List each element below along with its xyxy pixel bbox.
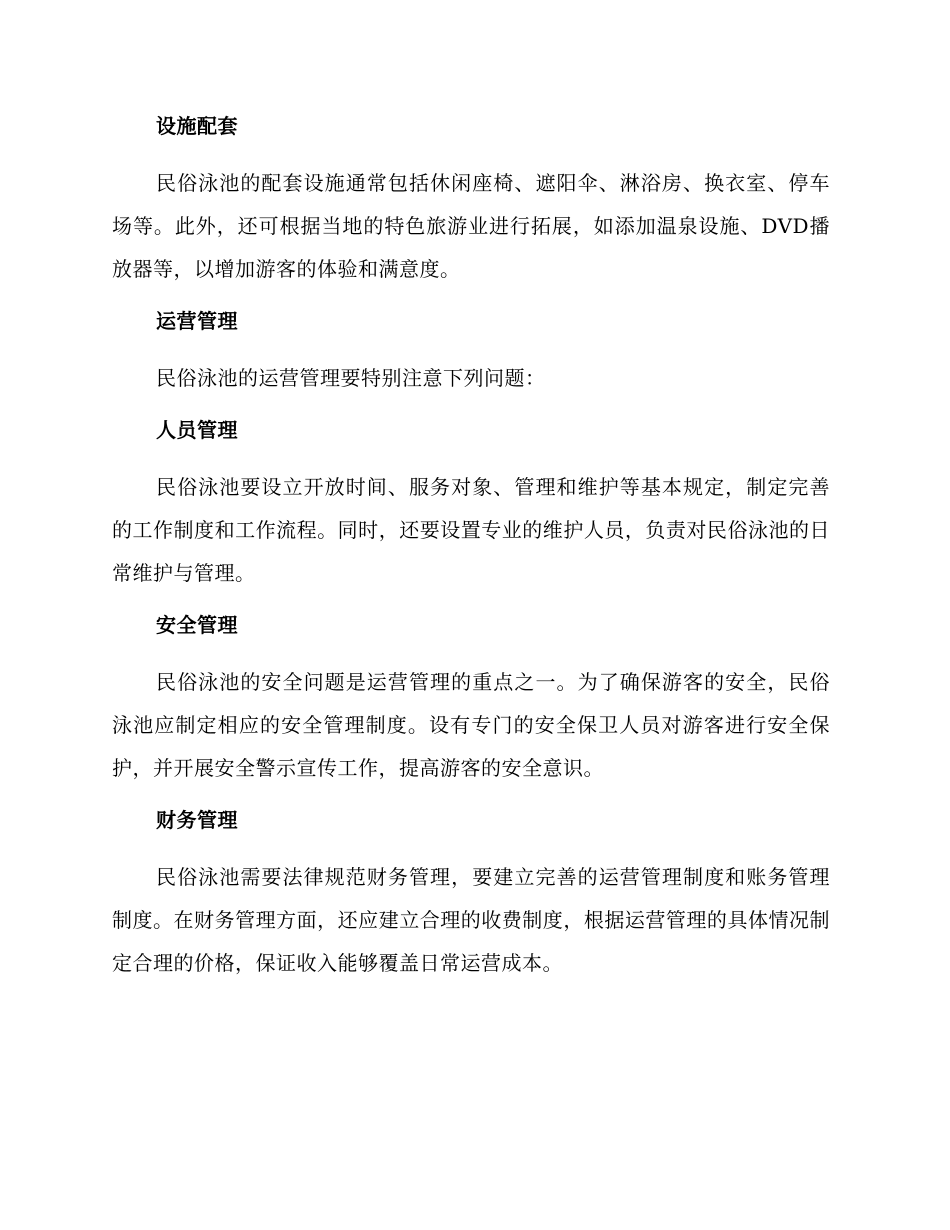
heading-facilities: 设施配套 <box>156 114 238 138</box>
paragraph-personnel: 民俗泳池要设立开放时间、服务对象、管理和维护等基本规定，制定完善的工作制度和工作流程。同时，还要设置专业的维护人员，负责对民俗泳池的日常维护与管理。 <box>112 475 830 585</box>
paragraph-safety: 民俗泳池的安全问题是运营管理的重点之一。为了确保游客的安全，民俗泳池应制定相应的安全管理制度。设有专门的安全保卫人员对游客进行安全保护，并开展安全警示宣传工作，提高游客的安全意识。 <box>112 670 830 780</box>
paragraph-operations: 民俗泳池的运营管理要特别注意下列问题： <box>156 366 546 390</box>
heading-safety: 安全管理 <box>156 613 238 637</box>
heading-finance: 财务管理 <box>156 808 238 832</box>
paragraph-finance: 民俗泳池需要法律规范财务管理，要建立完善的运营管理制度和账务管理制度。在财务管理方面，还应建立合理的收费制度，根据运营管理的具体情况制定合理的价格，保证收入能够覆盖日常运营成本。 <box>112 865 830 975</box>
paragraph-facilities: 民俗泳池的配套设施通常包括休闲座椅、遮阳伞、淋浴房、换衣室、停车场等。此外，还可根据当地的特色旅游业进行拓展，如添加温泉设施、DVD播放器等，以增加游客的体验和满意度。 <box>112 171 830 281</box>
document-body <box>112 111 830 1000</box>
heading-personnel: 人员管理 <box>156 418 238 442</box>
heading-operations: 运营管理 <box>156 309 238 333</box>
